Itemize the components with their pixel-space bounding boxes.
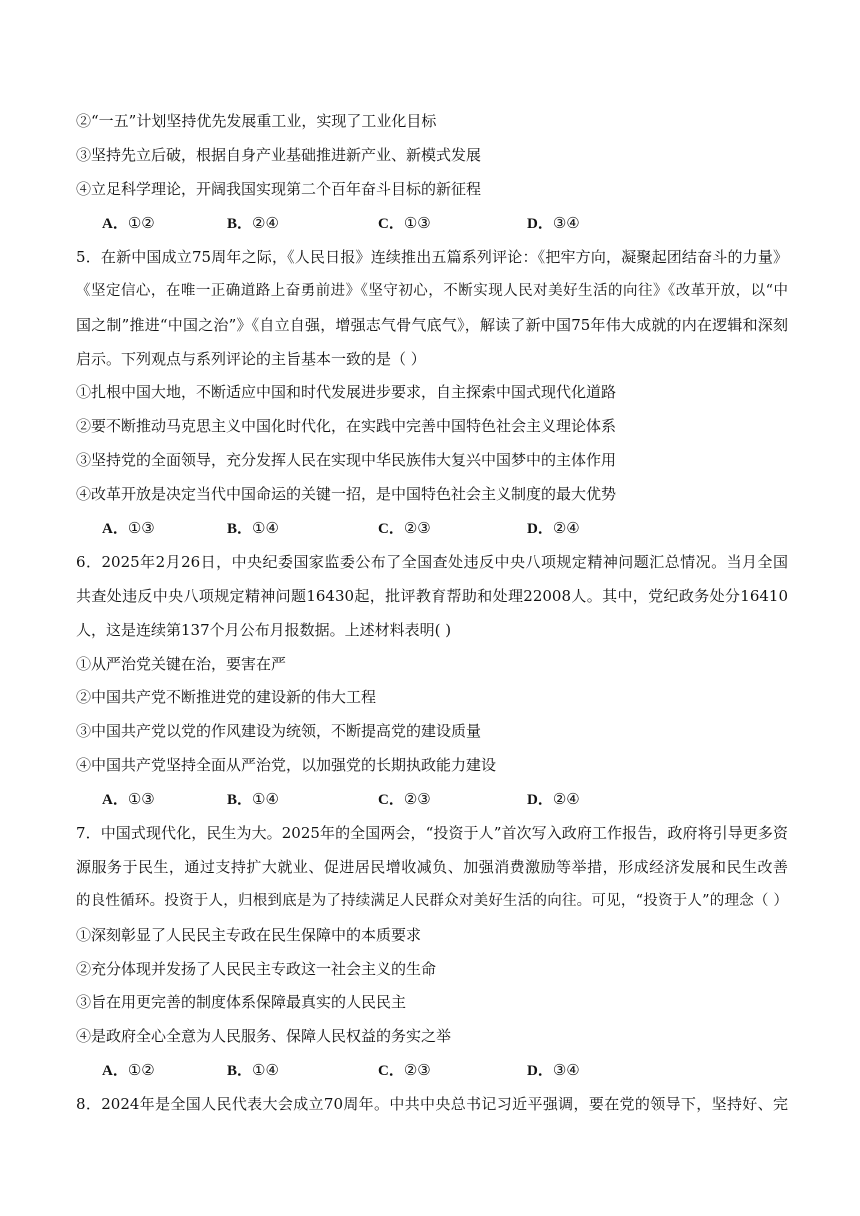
q7-statement-1: ①深刻彰显了人民民主专政在民生保障中的本质要求 <box>76 926 422 944</box>
q7-statement-4: ④是政府全心全意为人民服务、保障人民权益的务实之举 <box>76 1027 452 1045</box>
q4-statement-2: ②“一五”计划坚持优先发展重工业，实现了工业化目标 <box>76 112 437 130</box>
q4-statement-4: ④立足科学理论，开阔我国实现第二个百年奋斗目标的新征程 <box>76 180 482 198</box>
q7-option-c[interactable]: C．②③ <box>378 1061 431 1079</box>
q5-option-d[interactable]: D．②④ <box>527 519 580 537</box>
q4-statement-3: ③坚持先立后破，根据自身产业基础推进新产业、新模式发展 <box>76 146 482 164</box>
q7-option-a[interactable]: A．①② <box>102 1061 155 1079</box>
q7-option-b[interactable]: B．①④ <box>227 1061 279 1079</box>
q5-stem-line-3: 国之制”推进“中国之治”》《自立自强，增强志气骨气底气》，解读了新中国75年伟大成就的内在逻辑和深刻 <box>76 316 788 334</box>
q5-option-b[interactable]: B．①④ <box>227 519 279 537</box>
q5-stem-line-2: 《坚定信心，在唯一正确道路上奋勇前进》《坚守初心，不断实现人民对美好生活的向往》《改革开放，以“中 <box>76 283 788 299</box>
q6-stem-line-3: 人，这是连续第137个月公布月报数据。上述材料表明( ) <box>76 621 452 639</box>
q5-statement-4: ④改革开放是决定当代中国命运的关键一招，是中国特色社会主义制度的最大优势 <box>76 485 617 503</box>
q5-statement-1: ①扎根中国大地，不断适应中国和时代发展进步要求，自主探索中国式现代化道路 <box>76 383 617 401</box>
q6-statement-2: ②中国共产党不断推进党的建设新的伟大工程 <box>76 688 377 706</box>
q7-stem-line-3: 的良性循环。投资于人，归根到底是为了持续满足人民群众对美好生活的向往。可见，“投资于人”的理念（ ） <box>76 893 788 909</box>
q5-stem-line-1: 5．在新中国成立75周年之际，《人民日报》连续推出五篇系列评论：《把牢方向，凝聚起团结奋斗的力量》 <box>76 248 788 266</box>
q5-stem-line-4: 启示。下列观点与系列评论的主旨基本一致的是（ ） <box>76 350 426 368</box>
q4-option-b[interactable]: B．②④ <box>227 214 279 232</box>
q5-option-c[interactable]: C．②③ <box>378 519 431 537</box>
q5-statement-2: ②要不断推动马克思主义中国化时代化，在实践中完善中国特色社会主义理论体系 <box>76 417 617 435</box>
q7-stem-line-1: 7．中国式现代化，民生为大。2025年的全国两会，“投资于人”首次写入政府工作报告，政府将引导更多资 <box>76 824 788 842</box>
q4-option-d[interactable]: D．③④ <box>527 214 580 232</box>
q6-statement-3: ③中国共产党以党的作风建设为统领，不断提高党的建设质量 <box>76 722 482 740</box>
q5-statement-3: ③坚持党的全面领导，充分发挥人民在实现中华民族伟大复兴中国梦中的主体作用 <box>76 451 617 469</box>
q6-statement-4: ④中国共产党坚持全面从严治党，以加强党的长期执政能力建设 <box>76 756 497 774</box>
q7-option-d[interactable]: D．③④ <box>527 1061 580 1079</box>
q7-statement-2: ②充分体现并发扬了人民民主专政这一社会主义的生命 <box>76 960 437 978</box>
q6-option-c[interactable]: C．②③ <box>378 790 431 808</box>
q4-option-c[interactable]: C．①③ <box>378 214 431 232</box>
q7-stem-line-2: 源服务于民生，通过支持扩大就业、促进居民增收减负、加强消费激励等举措，形成经济发展和民生改善 <box>76 858 788 876</box>
q6-option-a[interactable]: A．①③ <box>102 790 155 808</box>
q4-option-a[interactable]: A．①② <box>102 214 155 232</box>
q6-statement-1: ①从严治党关键在治，要害在严 <box>76 655 287 673</box>
q6-stem-line-1: 6．2025年2月26日，中央纪委国家监委公布了全国查处违反中央八项规定精神问题汇总情况。当月全国 <box>76 553 788 571</box>
q5-option-a[interactable]: A．①③ <box>102 519 155 537</box>
q6-option-b[interactable]: B．①④ <box>227 790 279 808</box>
q6-option-d[interactable]: D．②④ <box>527 790 580 808</box>
q7-statement-3: ③旨在用更完善的制度体系保障最真实的人民民主 <box>76 993 407 1011</box>
q8-stem-line-1: 8．2024年是全国人民代表大会成立70周年。中共中央总书记习近平强调，要在党的领导下，坚持好、完 <box>76 1095 788 1113</box>
q6-stem-line-2: 共查处违反中央八项规定精神问题16430起，批评教育帮助和处理22008人。其中，党纪政务处分16410 <box>76 587 788 605</box>
